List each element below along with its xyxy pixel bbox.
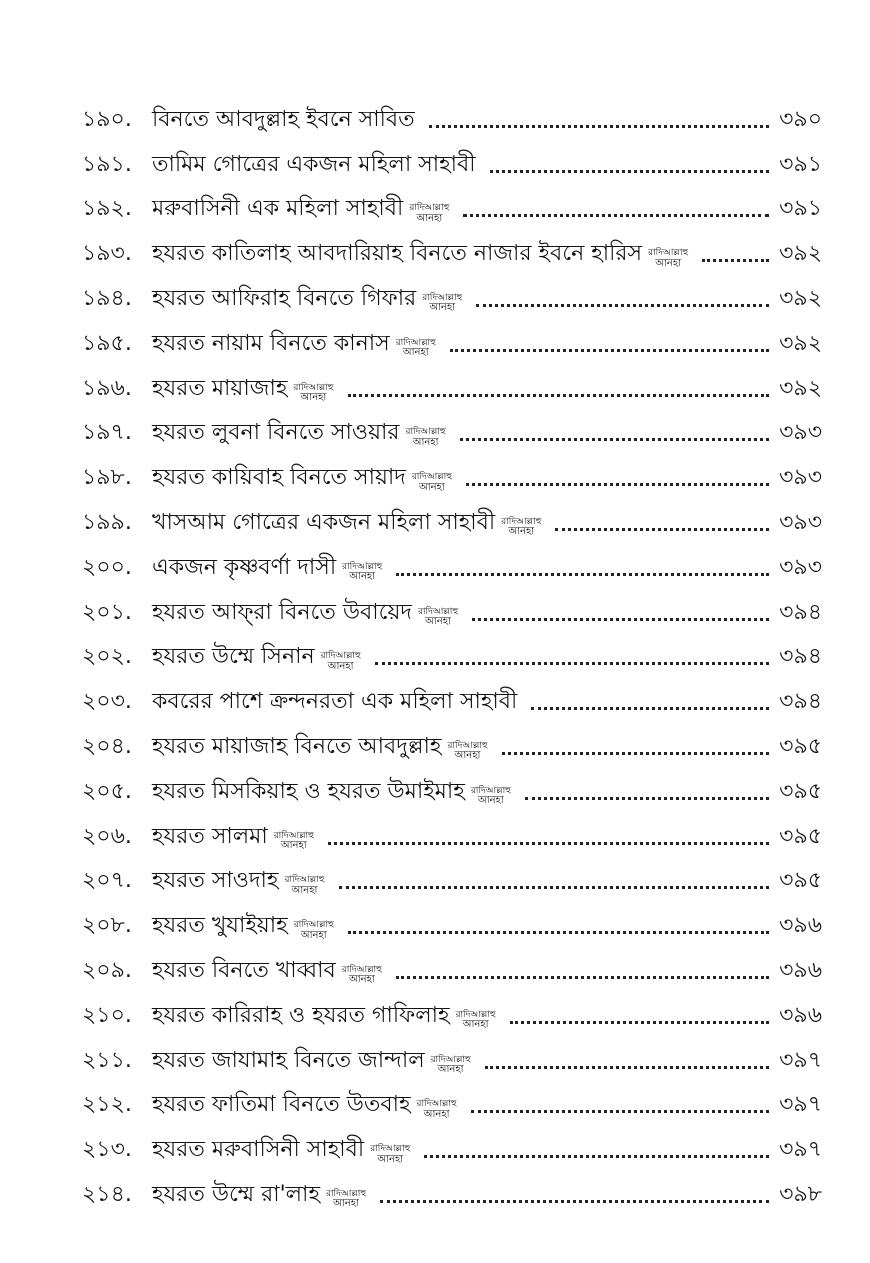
entry-number: ২০০. [82, 554, 132, 580]
entry-title-text: হযরত সালমা [152, 823, 268, 849]
honorific-top: রাদিআল্লাহু [273, 830, 314, 841]
entry-title-text: হযরত খুযাইয়াহ [152, 913, 288, 939]
honorific-label [447, 742, 487, 762]
honorific-label [370, 1145, 410, 1165]
entry-page-number: ৩৯৫ [779, 823, 822, 849]
entry-title [152, 285, 463, 314]
dot-leader [702, 259, 769, 262]
toc-entry [82, 176, 822, 224]
toc-entry [82, 1072, 822, 1120]
dot-leader [466, 483, 769, 486]
toc-entry [82, 86, 822, 131]
honorific-label [284, 876, 324, 896]
honorific-bottom: আনহা [348, 974, 375, 986]
entry-number: ২১২. [82, 1092, 132, 1118]
dot-leader [375, 662, 769, 665]
toc-entry [82, 534, 822, 583]
honorific-bottom: আনহা [280, 840, 307, 852]
toc-entry [82, 1027, 822, 1076]
toc-entry [82, 982, 822, 1031]
honorific-bottom: আনহা [454, 750, 481, 762]
honorific-top: রাদিআল্লাহু [342, 561, 383, 572]
dot-leader [471, 1110, 769, 1113]
honorific-label [456, 1011, 496, 1031]
toc-entry [82, 713, 822, 762]
entry-page-number: ৩৯৭ [779, 1092, 822, 1118]
dot-leader [429, 125, 769, 128]
honorific-label [293, 384, 333, 404]
dot-leader [476, 304, 769, 307]
entry-page-number: ৩৯৭ [779, 1047, 822, 1073]
entry-title-text: হযরত আফিরাহ বিনতে গিফার [152, 285, 417, 311]
honorific-bottom: আনহা [416, 212, 443, 224]
entry-number: ১৯৮. [82, 465, 132, 491]
toc-entry [82, 220, 822, 269]
honorific-top: রাদিআল্লাহু [320, 651, 361, 662]
honorific-bottom: আনহা [349, 571, 376, 583]
entry-page-number: ৩৯০ [779, 106, 822, 132]
honorific-top: রাদিআল্লাহু [341, 965, 382, 975]
honorific-top: রাদিআল্লাহু [430, 1054, 471, 1065]
entry-number: ১৯২. [82, 196, 132, 222]
entry-page-number: ৩৯৩ [779, 509, 822, 535]
dot-leader [555, 528, 769, 531]
entry-number: ২১১. [82, 1047, 132, 1073]
entry-page-number: ৩৯৬ [779, 913, 822, 939]
honorific-bottom: আনহা [412, 436, 439, 448]
entry-title [152, 420, 446, 448]
honorific-top: রাদিআল্লাহু [293, 920, 334, 931]
toc-entry [82, 1161, 822, 1210]
entry-title-text: বিনতে আবদুল্লাহ ইবনে সাবিত [152, 106, 415, 132]
dot-leader [380, 1200, 769, 1203]
entry-page-number: ৩৯২ [779, 241, 822, 267]
dot-leader [525, 797, 769, 800]
entry-page-number: ৩৯২ [779, 330, 822, 356]
honorific-label [396, 339, 436, 359]
entry-number: ২০৩. [82, 689, 132, 715]
dot-leader [348, 394, 770, 397]
entry-title [152, 196, 450, 224]
honorific-top: রাদিআল্লাহু [284, 875, 325, 886]
entry-title-text: হযরত উম্মে সিনান [152, 644, 315, 670]
entry-title-text: হযরত লুবনা বিনতে সাওয়ার [152, 420, 400, 446]
entry-page-number: ৩৯৩ [779, 420, 822, 446]
entry-title-text: হযরত সাওদাহ [152, 868, 279, 894]
entry-number: ১৯৩. [82, 241, 132, 267]
entry-title-text: হযরত কায়িবাহ বিনতে সায়াদ [152, 465, 406, 491]
entry-page-number: ৩৯১ [779, 196, 822, 222]
honorific-label [417, 1100, 457, 1120]
entry-number: ১৯১. [82, 151, 132, 177]
entry-page-number: ৩৯১ [779, 151, 822, 177]
entry-title-text: হযরত নায়াম বিনতে কানাস [152, 330, 390, 356]
entry-title-text: খাসআম গোত্রের একজন মহিলা সাহাবী [152, 509, 496, 535]
entry-title [152, 868, 325, 896]
entry-title-text: হযরত মায়াজাহ বিনতে আবদুল্লাহ [152, 733, 442, 759]
toc-entry [82, 758, 822, 807]
honorific-bottom: আনহা [423, 1108, 450, 1120]
entry-number: ২০৯. [82, 957, 132, 983]
entry-title-text: হযরত আফ্‌রা বিনতে উবায়েদ [152, 599, 412, 625]
dot-leader [328, 842, 769, 845]
honorific-label [342, 563, 382, 583]
entry-title [152, 106, 415, 132]
entry-title-text: হযরত মিসকিয়াহ ও হযরত উমাইমাহ [152, 778, 465, 804]
dot-leader [472, 618, 769, 621]
dot-leader [450, 349, 769, 352]
honorific-top: রাদিআল্লাহু [416, 1099, 457, 1110]
entry-title-text: তামিম গোত্রের একজন মহিলা সাহাবী [152, 151, 476, 177]
honorific-label [471, 787, 511, 807]
honorific-top: রাদিআল্লাহু [405, 427, 446, 438]
honorific-top: রাদিআল্লাহু [470, 785, 511, 796]
entry-title [152, 957, 382, 986]
entry-number: ২০৫. [82, 778, 132, 804]
honorific-bottom: আনহা [655, 257, 682, 269]
honorific-label [342, 966, 382, 986]
entry-title [152, 778, 511, 807]
entry-number: ১৯৪. [82, 285, 132, 311]
entry-title [152, 1137, 411, 1165]
entry-number: ২০৪. [82, 733, 132, 759]
entry-number: ১৯৭. [82, 420, 132, 446]
entry-number: ২১০. [82, 1002, 132, 1028]
table-of-contents [82, 86, 822, 1210]
entry-title [152, 1047, 471, 1076]
honorific-label [294, 921, 334, 941]
honorific-top: রাদিআল্লাহু [455, 1009, 496, 1020]
toc-entry [82, 489, 822, 538]
entry-number: ১৯৯. [82, 509, 132, 535]
toc-entry [82, 355, 822, 404]
toc-entry [82, 892, 822, 941]
honorific-label [501, 518, 541, 538]
entry-title [152, 913, 334, 941]
entry-title-text: কবরের পাশে ক্রন্দনরতা এক মহিলা সাহাবী [152, 689, 518, 715]
entry-number: ২০১. [82, 599, 132, 625]
honorific-bottom: আনহা [402, 347, 429, 359]
entry-number: ১৯০. [82, 106, 132, 132]
entry-title [152, 1181, 367, 1210]
entry-title [152, 599, 459, 628]
entry-title [152, 241, 689, 269]
entry-title [152, 465, 452, 493]
entry-page-number: ৩৯৬ [779, 1002, 822, 1028]
entry-title [152, 823, 314, 852]
dot-leader [424, 1155, 769, 1158]
entry-title [152, 509, 542, 538]
entry-title-text: হযরত মায়াজাহ [152, 375, 288, 401]
honorific-label [326, 1190, 366, 1210]
entry-page-number: ৩৯৬ [779, 957, 822, 983]
honorific-bottom: আনহা [477, 795, 504, 807]
honorific-bottom: আনহা [300, 392, 327, 404]
honorific-top: রাদিআল্লাহু [326, 1188, 367, 1199]
toc-entry [82, 1116, 822, 1165]
toc-entry [82, 624, 822, 672]
entry-title [152, 330, 436, 359]
honorific-top: রাদিআল্লাহু [417, 606, 459, 617]
honorific-label [431, 1056, 471, 1076]
entry-title-text: হযরত জাযামাহ বিনতে জান্দাল [152, 1047, 425, 1073]
entry-number: ২০২. [82, 644, 132, 670]
dot-leader [531, 707, 769, 710]
entry-title-text: হযরত বিনতে খাব্বাব [152, 957, 336, 983]
honorific-label [321, 652, 361, 672]
entry-page-number: ৩৯৩ [779, 465, 822, 491]
entry-title [152, 151, 476, 177]
dot-leader [463, 214, 769, 217]
honorific-label [648, 249, 688, 269]
toc-entry [82, 668, 822, 713]
honorific-top: রাদিআল্লাহু [409, 203, 450, 214]
honorific-bottom: আনহা [333, 1198, 359, 1210]
honorific-top: রাদিআল্লাহু [411, 472, 452, 483]
honorific-label [418, 608, 458, 628]
entry-number: ১৯৫. [82, 330, 132, 356]
entry-page-number: ৩৯৮ [779, 1181, 822, 1207]
honorific-bottom: আনহা [300, 929, 327, 941]
entry-title [152, 554, 383, 583]
entry-page-number: ৩৯৪ [779, 599, 822, 625]
honorific-bottom: আনহা [425, 616, 451, 628]
honorific-top: রাদিআল্লাহু [395, 337, 436, 348]
honorific-label [406, 428, 446, 448]
toc-entry [82, 803, 822, 852]
entry-page-number: ৩৯৩ [779, 554, 822, 580]
toc-entry [82, 400, 822, 448]
entry-title-text: হযরত কাতিলাহ আবদারিয়াহ বিনতে নাজার ইবনে হারিস [152, 241, 643, 267]
honorific-bottom: আনহা [462, 1019, 489, 1031]
entry-title [152, 375, 334, 404]
toc-entry [82, 848, 822, 896]
entry-number: ২০৭. [82, 868, 132, 894]
entry-title [152, 733, 488, 762]
honorific-label [422, 294, 462, 314]
honorific-label [412, 473, 452, 493]
dot-leader [396, 573, 769, 576]
entry-page-number: ৩৯৫ [779, 733, 822, 759]
dot-leader [348, 931, 769, 934]
honorific-bottom: আনহা [429, 302, 456, 314]
dot-leader [510, 1021, 769, 1024]
honorific-label [409, 204, 449, 224]
honorific-top: রাদিআল্লাহু [447, 741, 488, 752]
dot-leader [502, 752, 770, 755]
entry-page-number: ৩৯২ [779, 375, 822, 401]
dot-leader [485, 1066, 769, 1069]
honorific-bottom: আনহা [291, 884, 318, 896]
honorific-bottom: আনহা [327, 660, 354, 672]
entry-page-number: ৩৯৪ [779, 644, 822, 670]
entry-page-number: ৩৯৭ [779, 1137, 822, 1163]
honorific-bottom: আনহা [508, 526, 535, 538]
entry-number: ২০৮. [82, 913, 132, 939]
entry-number: ২১৪. [82, 1181, 132, 1207]
entry-page-number: ৩৯৫ [779, 868, 822, 894]
entry-title-text: হযরত ফাতিমা বিনতে উতবাহ [152, 1092, 411, 1118]
toc-entry [82, 937, 822, 986]
honorific-label [274, 832, 314, 852]
entry-number: ১৯৬. [82, 375, 132, 401]
entry-page-number: ৩৯২ [779, 285, 822, 311]
entry-title [152, 1092, 457, 1120]
entry-title-text: হযরত উম্মে রা'লাহ [152, 1181, 320, 1207]
dot-leader [396, 976, 769, 979]
dot-leader [339, 886, 770, 889]
entry-title-text: একজন কৃষ্ণবর্ণা দাসী [152, 554, 337, 580]
toc-entry [82, 131, 822, 176]
entry-title [152, 1002, 496, 1031]
entry-page-number: ৩৯৫ [779, 778, 822, 804]
toc-entry [82, 579, 822, 628]
honorific-top: রাদিআল্লাহু [501, 517, 542, 528]
toc-entry [82, 310, 822, 359]
honorific-top: রাদিআল্লাহু [422, 293, 463, 304]
entry-title [152, 644, 361, 672]
honorific-top: রাদিআল্লাহু [293, 382, 334, 393]
honorific-bottom: আনহা [437, 1064, 464, 1076]
entry-title [152, 691, 517, 713]
entry-title-text: হযরত কারিরাহ ও হযরত গাফিলাহ [152, 1002, 450, 1028]
honorific-top: রাদিআল্লাহু [648, 248, 689, 259]
toc-entry [82, 265, 822, 314]
toc-entry [82, 444, 822, 493]
entry-title-text: মরুবাসিনী এক মহিলা সাহাবী [152, 196, 404, 222]
entry-page-number: ৩৯৪ [779, 689, 822, 715]
honorific-bottom: আনহা [377, 1153, 404, 1165]
entry-number: ২১৩. [82, 1137, 132, 1163]
entry-title-text: হযরত মরুবাসিনী সাহাবী [152, 1137, 365, 1163]
dot-leader [490, 170, 770, 173]
honorific-top: রাদিআল্লাহু [370, 1144, 411, 1155]
entry-number: ২০৬. [82, 823, 132, 849]
dot-leader [460, 438, 769, 441]
honorific-bottom: আনহা [419, 481, 445, 493]
